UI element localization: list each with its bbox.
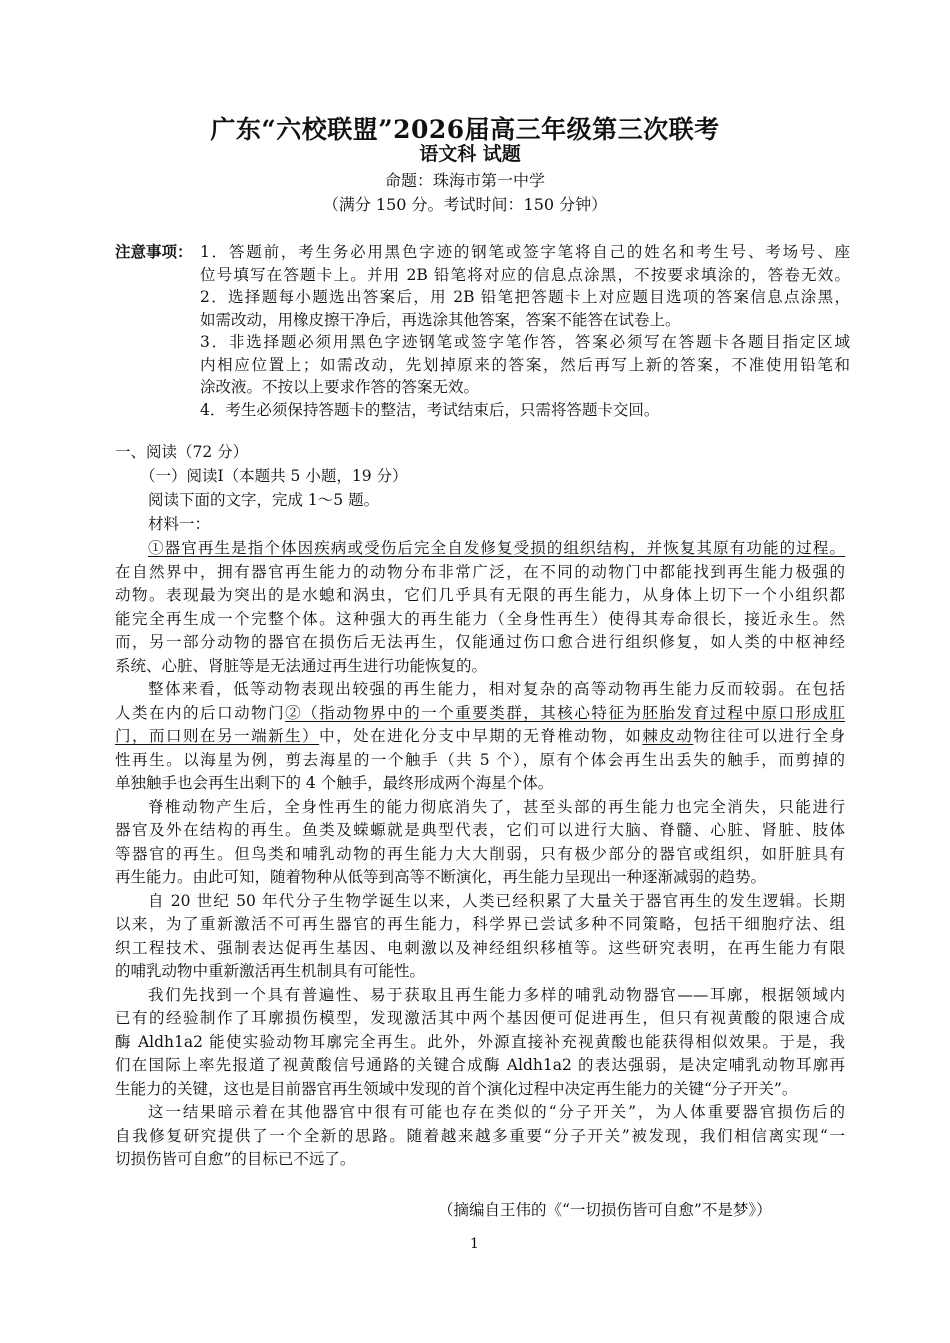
text-segment: 人类在内的后口动物门 [115,703,286,722]
reading-instruction: 阅读下面的文字，完成 1～5 题。 [148,491,380,509]
section-subheading: （一）阅读Ⅰ（本题共 5 小题，19 分） [140,467,408,485]
text-segment: 性再生。以海星为例，剪去海星的一个触手（共 5 个），原有个体会再生出丢失的触手，而剪掉的 [115,750,845,769]
exam-subject: 语文科 试题 [419,143,521,165]
text-segment: 单独触手也会再生出剩下的 4 个触手，最终形成两个海星个体。 [115,774,554,792]
section-heading: 一、阅读（72 分） [115,443,249,461]
text-segment: 已有的经验制作了耳廓损伤模型，发现激活其中两个基因便可促进再生，但只有视黄酸的限速合成 [115,1009,845,1027]
material-label: 材料一： [148,515,211,533]
passage-line [115,725,845,749]
passage-line [115,702,845,726]
passage-line [115,561,845,585]
passage-line [115,678,845,702]
text-segment: 生能力的关键，这也是目前器官再生领域中发现的首个演化过程中决定再生能力的关键“分子开关”。 [115,1079,798,1098]
underlined-text: 棘皮动 [642,727,694,745]
passage-source: （摘编自王伟的《“一切损伤皆可自愈”不是梦》） [438,1201,772,1219]
text-segment: 我们先找到一个具有普遍性、易于获取且再生能力多样的哺乳动物器官——耳廓，根据领域内 [148,985,845,1004]
passage-line [115,631,845,655]
passage-line [115,1125,845,1149]
passage-line [115,1054,845,1078]
underlined-text: 门，而口则在另一端新生） [115,727,320,745]
notes-line: 如需改动，用橡皮擦干净后，再选涂其他答案，答案不能答在试卷上。 [200,310,681,329]
text-segment: 的哺乳动物中重新激活再生机制具有可能性。 [115,962,426,980]
passage-line [115,890,845,914]
text-segment: 切损伤皆可自愈”的目标已不远了。 [115,1150,356,1168]
notes-line: 1．答题前，考生务必用黑色字迹的钢笔或签字笔将自己的姓名和考生号、考场号、座 [200,243,850,261]
passage-line [115,537,845,561]
passage-line [115,843,845,867]
passage-line [115,937,845,961]
passage-line [115,655,845,679]
text-segment: 中，处在进化分支中早期的无脊椎动物，如 [319,727,643,745]
text-segment: 物往往可以进行全身 [693,727,845,745]
underlined-text: ①器官再生是指个体因疾病或受伤后完全自发修复受损的组织结构，并恢复其原有功能的过程。 [148,539,845,557]
passage-line [115,1078,845,1102]
exam-score-time: （满分 150 分。考试时间：150 分钟） [322,195,608,214]
passage-line [115,749,845,773]
text-segment: 整体来看，低等动物表现出较强的再生能力，相对复杂的高等动物再生能力反而较弱。在包括 [148,680,845,698]
exam-author: 命题：珠海市第一中学 [384,171,545,190]
passage-line [115,584,845,608]
text-segment: 在自然界中，拥有器官再生能力的动物分布非常广泛，在不同的动物门中都能找到再生能力极强的 [115,562,845,581]
text-segment: 这一结果暗示着在其他器官中很有可能也存在类似的“分子开关”，为人体重要器官损伤后的 [148,1103,845,1121]
notes-label: 注意事项： [115,242,193,261]
notes-line: 2．选择题每小题选出答案后，用 2B 铅笔把答题卡上对应题目选项的答案信息点涂黑， [200,288,850,306]
notes-line: 涂改液。不按以上要求作答的答案无效。 [200,378,480,396]
passage-line [115,819,845,843]
notes-line: 3．非选择题必须用黑色字迹钢笔或签字笔作答，答案必须写在答题卡各题目指定区域 [200,333,850,351]
passage-line [115,913,845,937]
passage-body [115,537,845,1172]
text-segment: 等器官的再生。但鸟类和哺乳动物的再生能力大大削弱，只有极少部分的器官或组织，如肝脏具有 [115,844,845,863]
exam-title: 广东“六校联盟”2026届高三年级第三次联考 [210,115,720,144]
text-segment: 器官及外在结构的再生。鱼类及蝾螈就是典型代表，它们可以进行大脑、脊髓、心脏、肾脏、肢体 [115,821,845,839]
passage-line [115,1007,845,1031]
text-segment: 以来，为了重新激活不可再生器官的再生能力，科学界已尝试多种不同策略，包括干细胞疗法、组 [115,915,845,933]
text-segment: 酶 Aldh1a2 能使实验动物耳廓完全再生。此外，外源直接补充视黄酸也能获得相似效果。于是，我 [115,1032,845,1051]
passage-line [115,608,845,632]
notes-line: 位号填写在答题卡上。并用 2B 铅笔将对应的信息点涂黑，不按要求填涂的，答卷无效。 [200,265,850,284]
passage-line [115,1101,845,1125]
text-segment: 自我修复研究提供了一个全新的思路。随着越来越多重要“分子开关”被发现，我们相信离实现“一 [115,1126,845,1145]
text-segment: 脊椎动物产生后，全身性再生的能力彻底消失了，甚至头部的再生能力也完全消失，只能进行 [148,797,845,816]
text-segment: 自 20 世纪 50 年代分子生物学诞生以来，人类已经积累了大量关于器官再生的发生逻辑。长期 [148,891,845,910]
text-segment: 能完全再生成一个完整个体。这种强大的再生能力（全身性再生）使得其寿命很长，接近永生。然 [115,609,845,628]
text-segment: 织工程技术、强制表达促再生基因、电刺激以及神经组织移植等。这些研究表明，在再生能力有限 [115,938,845,957]
underlined-text: ②（指动物界中的一个重要类群，其核心特征为胚胎发育过程中原口形成肛 [285,703,845,722]
passage-line [115,984,845,1008]
notes-line: 4．考生必须保持答题卡的整洁，考试结束后，只需将答题卡交回。 [200,400,660,419]
text-segment: 而，另一部分动物的器官在损伤后无法再生，仅能通过伤口愈合进行组织修复，如人类的中枢神经 [115,633,845,651]
passage-line [115,796,845,820]
text-segment: 系统、心脏、肾脏等是无法通过再生进行功能恢复的。 [115,656,488,675]
text-segment: 们在国际上率先报道了视黄酸信号通路的关键合成酶 Aldh1a2 的表达强弱，是决定哺乳动物耳廓再 [115,1056,845,1074]
passage-line [115,772,845,796]
page-number: 1 [470,1236,479,1252]
passage-line [115,1148,845,1172]
passage-line [115,866,845,890]
notes-line: 内相应位置上；如需改动，先划掉原来的答案，然后再写上新的答案，不准使用铅笔和 [200,355,850,374]
text-segment: 动物。表现最为突出的是水螅和涡虫，它们几乎具有无限的再生能力，从身体上切下一个小组织都 [115,586,845,604]
passage-line [115,960,845,984]
text-segment: 再生能力。由此可知，随着物种从低等到高等不断演化，再生能力呈现出一种逐渐减弱的趋势。 [115,868,767,886]
passage-line [115,1031,845,1055]
